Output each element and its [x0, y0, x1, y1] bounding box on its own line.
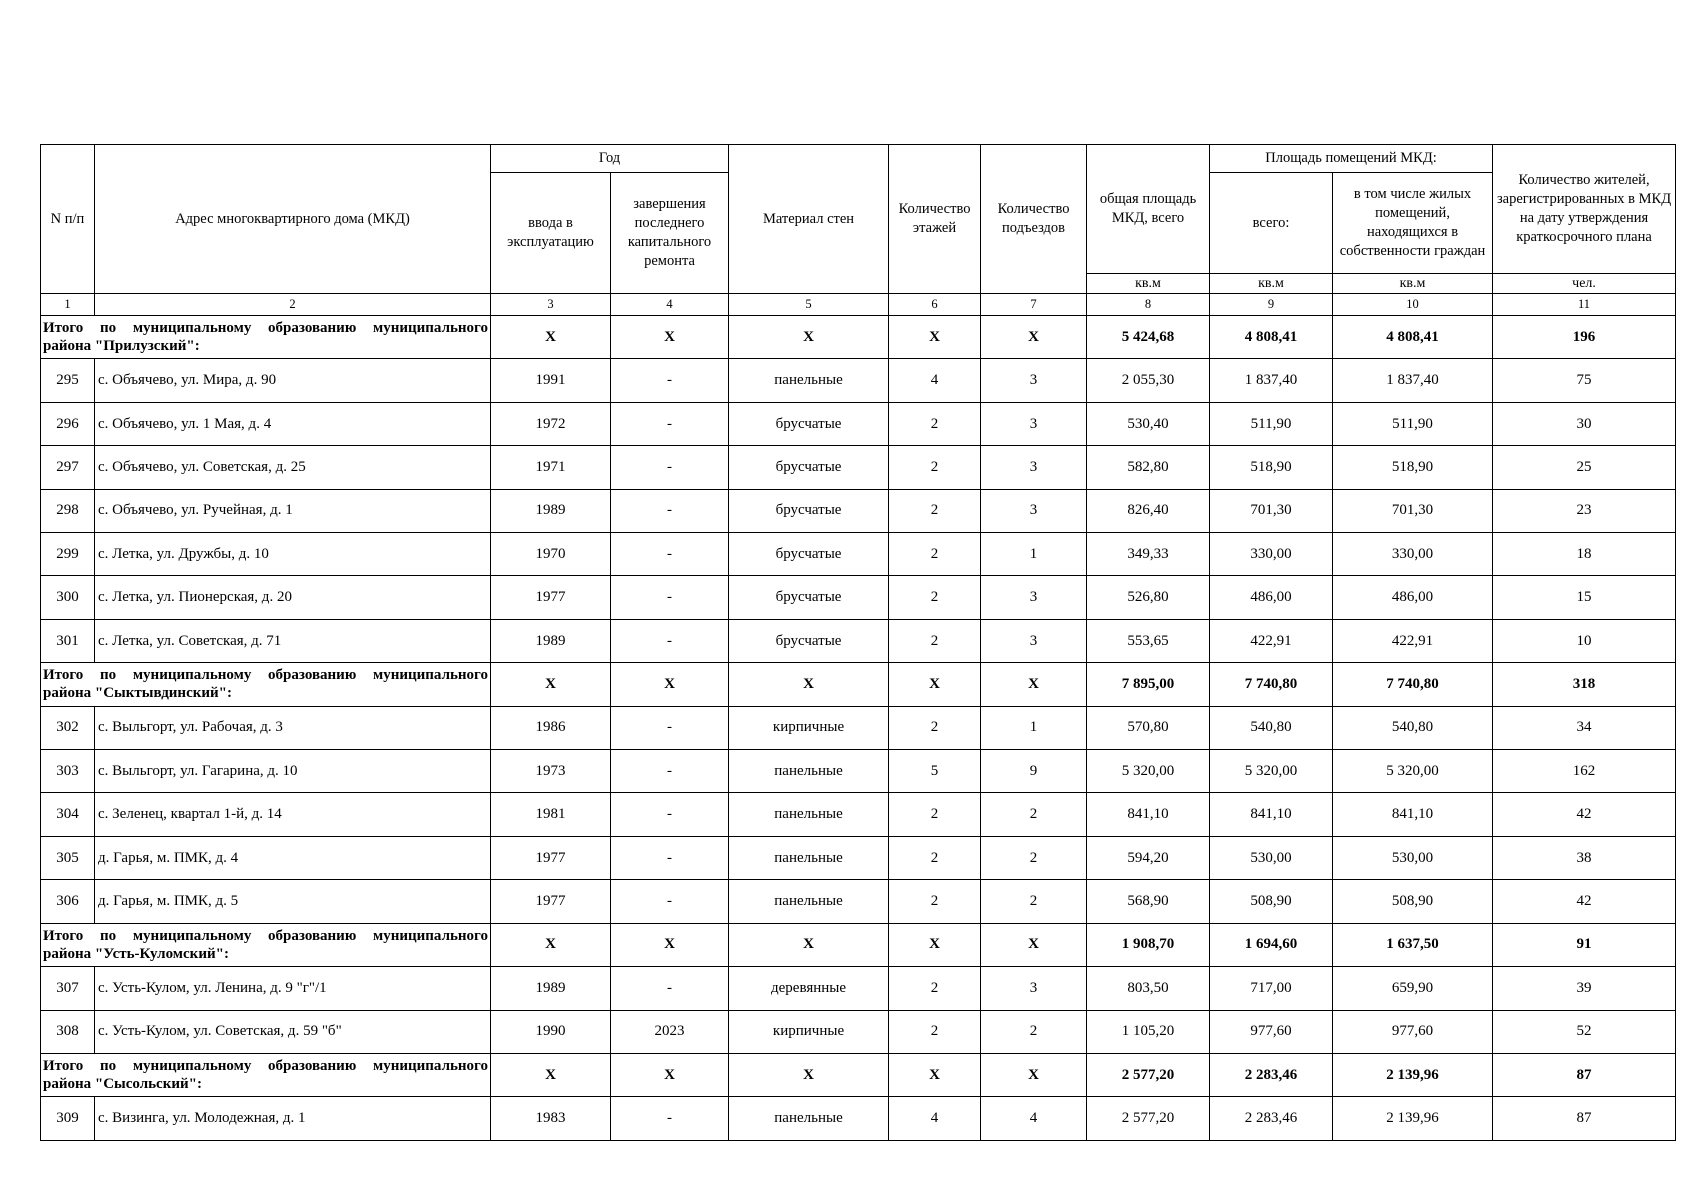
total-residents: 196 — [1493, 316, 1676, 359]
total-year-commission: X — [491, 316, 611, 359]
column-number: 3 — [491, 294, 611, 316]
total-label: Итого по муниципальному образованию муниципального района "Сысольский": — [41, 1053, 491, 1096]
row-total-area: 526,80 — [1087, 576, 1210, 619]
table-row — [41, 446, 1676, 489]
row-year-repair: - — [611, 359, 729, 402]
row-floors: 2 — [889, 533, 981, 576]
total-entrances: X — [981, 923, 1087, 966]
row-wall-material: брусчатые — [729, 489, 889, 532]
column-number: 10 — [1333, 294, 1493, 316]
total-wall-material: X — [729, 316, 889, 359]
row-floors: 2 — [889, 1010, 981, 1053]
row-area-private: 511,90 — [1333, 402, 1493, 445]
row-area-all: 511,90 — [1210, 402, 1333, 445]
row-total-area: 570,80 — [1087, 706, 1210, 749]
row-number: 307 — [41, 967, 95, 1010]
row-residents: 10 — [1493, 619, 1676, 662]
column-number: 9 — [1210, 294, 1333, 316]
row-residents: 23 — [1493, 489, 1676, 532]
total-floors: X — [889, 316, 981, 359]
total-floors: X — [889, 1053, 981, 1096]
row-floors: 2 — [889, 446, 981, 489]
row-number: 309 — [41, 1097, 95, 1141]
header-wall-material: Материал стен — [729, 145, 889, 294]
row-entrances: 3 — [981, 489, 1087, 532]
row-year-repair: - — [611, 967, 729, 1010]
header-num: N п/п — [41, 145, 95, 294]
total-wall-material: X — [729, 1053, 889, 1096]
total-residents: 318 — [1493, 663, 1676, 706]
row-number: 299 — [41, 533, 95, 576]
row-wall-material: панельные — [729, 1097, 889, 1141]
total-residents: 87 — [1493, 1053, 1676, 1096]
row-entrances: 3 — [981, 359, 1087, 402]
row-year-commission: 1990 — [491, 1010, 611, 1053]
row-number: 305 — [41, 836, 95, 879]
row-wall-material: деревянные — [729, 967, 889, 1010]
row-wall-material: панельные — [729, 836, 889, 879]
row-year-repair: - — [611, 446, 729, 489]
row-area-private: 518,90 — [1333, 446, 1493, 489]
column-number: 11 — [1493, 294, 1676, 316]
row-total-area: 5 320,00 — [1087, 750, 1210, 793]
row-residents: 34 — [1493, 706, 1676, 749]
row-year-repair: - — [611, 880, 729, 923]
row-residents: 38 — [1493, 836, 1676, 879]
total-entrances: X — [981, 663, 1087, 706]
row-year-commission: 1986 — [491, 706, 611, 749]
row-year-repair: 2023 — [611, 1010, 729, 1053]
row-floors: 4 — [889, 359, 981, 402]
row-year-commission: 1977 — [491, 836, 611, 879]
row-entrances: 9 — [981, 750, 1087, 793]
header-floors: Количество этажей — [889, 145, 981, 294]
row-area-all: 977,60 — [1210, 1010, 1333, 1053]
header-area-all: всего: — [1210, 173, 1333, 274]
district-total-row — [41, 316, 1676, 359]
row-wall-material: брусчатые — [729, 446, 889, 489]
row-wall-material: панельные — [729, 750, 889, 793]
total-residents: 91 — [1493, 923, 1676, 966]
row-floors: 2 — [889, 489, 981, 532]
row-address: с. Зеленец, квартал 1-й, д. 14 — [95, 793, 491, 836]
column-number: 6 — [889, 294, 981, 316]
row-number: 302 — [41, 706, 95, 749]
row-residents: 87 — [1493, 1097, 1676, 1141]
unit-total-area: кв.м — [1087, 274, 1210, 294]
total-year-commission: X — [491, 663, 611, 706]
total-year-repair: X — [611, 1053, 729, 1096]
row-address: с. Летка, ул. Пионерская, д. 20 — [95, 576, 491, 619]
table-row — [41, 750, 1676, 793]
table-row — [41, 576, 1676, 619]
total-area-private: 4 808,41 — [1333, 316, 1493, 359]
table-header — [41, 145, 1676, 316]
row-area-private: 540,80 — [1333, 706, 1493, 749]
table-body — [41, 316, 1676, 1141]
row-area-private: 2 139,96 — [1333, 1097, 1493, 1141]
row-floors: 4 — [889, 1097, 981, 1141]
row-area-all: 518,90 — [1210, 446, 1333, 489]
row-year-repair: - — [611, 750, 729, 793]
row-entrances: 3 — [981, 619, 1087, 662]
row-residents: 52 — [1493, 1010, 1676, 1053]
row-total-area: 582,80 — [1087, 446, 1210, 489]
row-residents: 75 — [1493, 359, 1676, 402]
table-row — [41, 1010, 1676, 1053]
row-total-area: 568,90 — [1087, 880, 1210, 923]
header-year-group: Год — [491, 145, 729, 173]
row-area-private: 508,90 — [1333, 880, 1493, 923]
row-wall-material: брусчатые — [729, 619, 889, 662]
total-area-all: 4 808,41 — [1210, 316, 1333, 359]
total-area-all: 7 740,80 — [1210, 663, 1333, 706]
row-entrances: 3 — [981, 402, 1087, 445]
row-area-private: 330,00 — [1333, 533, 1493, 576]
table-row — [41, 489, 1676, 532]
row-number: 304 — [41, 793, 95, 836]
header-address: Адрес многоквартирного дома (МКД) — [95, 145, 491, 294]
row-address: с. Объячево, ул. 1 Мая, д. 4 — [95, 402, 491, 445]
total-floors: X — [889, 663, 981, 706]
row-area-all: 1 837,40 — [1210, 359, 1333, 402]
row-address: с. Объячево, ул. Ручейная, д. 1 — [95, 489, 491, 532]
row-area-private: 5 320,00 — [1333, 750, 1493, 793]
row-area-all: 508,90 — [1210, 880, 1333, 923]
header-total-area: общая площадь МКД, всего — [1087, 145, 1210, 274]
row-address: с. Летка, ул. Советская, д. 71 — [95, 619, 491, 662]
row-wall-material: кирпичные — [729, 1010, 889, 1053]
row-year-commission: 1977 — [491, 880, 611, 923]
table-row — [41, 402, 1676, 445]
row-year-repair: - — [611, 706, 729, 749]
row-address: с. Летка, ул. Дружбы, д. 10 — [95, 533, 491, 576]
row-area-private: 701,30 — [1333, 489, 1493, 532]
row-year-repair: - — [611, 836, 729, 879]
row-entrances: 3 — [981, 967, 1087, 1010]
row-area-all: 701,30 — [1210, 489, 1333, 532]
column-number: 7 — [981, 294, 1087, 316]
row-entrances: 1 — [981, 706, 1087, 749]
row-residents: 18 — [1493, 533, 1676, 576]
row-wall-material: брусчатые — [729, 576, 889, 619]
column-number: 8 — [1087, 294, 1210, 316]
row-year-commission: 1989 — [491, 967, 611, 1010]
row-area-private: 486,00 — [1333, 576, 1493, 619]
row-entrances: 2 — [981, 1010, 1087, 1053]
table-row — [41, 836, 1676, 879]
row-residents: 15 — [1493, 576, 1676, 619]
row-total-area: 2 577,20 — [1087, 1097, 1210, 1141]
row-area-all: 530,00 — [1210, 836, 1333, 879]
header-entrances: Количество подъездов — [981, 145, 1087, 294]
total-area-private: 2 139,96 — [1333, 1053, 1493, 1096]
row-number: 301 — [41, 619, 95, 662]
row-year-commission: 1991 — [491, 359, 611, 402]
row-floors: 2 — [889, 576, 981, 619]
row-year-repair: - — [611, 533, 729, 576]
row-year-repair: - — [611, 793, 729, 836]
total-area: 7 895,00 — [1087, 663, 1210, 706]
total-area-all: 2 283,46 — [1210, 1053, 1333, 1096]
row-total-area: 2 055,30 — [1087, 359, 1210, 402]
row-year-repair: - — [611, 1097, 729, 1141]
row-wall-material: панельные — [729, 359, 889, 402]
row-floors: 2 — [889, 402, 981, 445]
district-total-row — [41, 1053, 1676, 1096]
row-total-area: 530,40 — [1087, 402, 1210, 445]
unit-residents: чел. — [1493, 274, 1676, 294]
row-entrances: 2 — [981, 880, 1087, 923]
unit-area-all: кв.м — [1210, 274, 1333, 294]
total-area-private: 7 740,80 — [1333, 663, 1493, 706]
table-row — [41, 706, 1676, 749]
table-row — [41, 1097, 1676, 1141]
row-year-commission: 1970 — [491, 533, 611, 576]
row-address: с. Выльгорт, ул. Гагарина, д. 10 — [95, 750, 491, 793]
row-address: с. Объячево, ул. Советская, д. 25 — [95, 446, 491, 489]
row-year-repair: - — [611, 619, 729, 662]
column-number: 5 — [729, 294, 889, 316]
row-number: 295 — [41, 359, 95, 402]
row-residents: 30 — [1493, 402, 1676, 445]
row-floors: 2 — [889, 793, 981, 836]
row-total-area: 841,10 — [1087, 793, 1210, 836]
row-area-private: 422,91 — [1333, 619, 1493, 662]
table-row — [41, 619, 1676, 662]
row-number: 297 — [41, 446, 95, 489]
row-address: д. Гарья, м. ПМК, д. 5 — [95, 880, 491, 923]
total-area: 5 424,68 — [1087, 316, 1210, 359]
row-wall-material: панельные — [729, 793, 889, 836]
header-area-private: в том числе жилых помещений, находящихся в собственности граждан — [1333, 173, 1493, 274]
column-number: 4 — [611, 294, 729, 316]
column-number: 2 — [95, 294, 491, 316]
row-number: 296 — [41, 402, 95, 445]
row-year-commission: 1983 — [491, 1097, 611, 1141]
row-entrances: 3 — [981, 576, 1087, 619]
row-total-area: 553,65 — [1087, 619, 1210, 662]
district-total-row — [41, 663, 1676, 706]
total-area: 2 577,20 — [1087, 1053, 1210, 1096]
row-area-private: 530,00 — [1333, 836, 1493, 879]
row-address: с. Выльгорт, ул. Рабочая, д. 3 — [95, 706, 491, 749]
table-row — [41, 793, 1676, 836]
row-address: с. Визинга, ул. Молодежная, д. 1 — [95, 1097, 491, 1141]
row-area-private: 659,90 — [1333, 967, 1493, 1010]
total-label: Итого по муниципальному образованию муниципального района "Прилузский": — [41, 316, 491, 359]
row-area-all: 5 320,00 — [1210, 750, 1333, 793]
row-year-commission: 1972 — [491, 402, 611, 445]
total-year-commission: X — [491, 1053, 611, 1096]
row-area-all: 330,00 — [1210, 533, 1333, 576]
row-year-commission: 1989 — [491, 489, 611, 532]
total-label: Итого по муниципальному образованию муниципального района "Усть-Куломский": — [41, 923, 491, 966]
row-entrances: 4 — [981, 1097, 1087, 1141]
total-area-private: 1 637,50 — [1333, 923, 1493, 966]
total-wall-material: X — [729, 923, 889, 966]
row-area-private: 841,10 — [1333, 793, 1493, 836]
row-area-private: 977,60 — [1333, 1010, 1493, 1053]
total-label: Итого по муниципальному образованию муниципального района "Сыктывдинский": — [41, 663, 491, 706]
total-year-commission: X — [491, 923, 611, 966]
row-floors: 2 — [889, 880, 981, 923]
total-area-all: 1 694,60 — [1210, 923, 1333, 966]
row-residents: 42 — [1493, 793, 1676, 836]
header-year-commission: ввода в эксплуатацию — [491, 173, 611, 294]
district-total-row — [41, 923, 1676, 966]
row-area-all: 422,91 — [1210, 619, 1333, 662]
total-floors: X — [889, 923, 981, 966]
housing-table — [40, 144, 1676, 1141]
header-year-repair: завершения последнего капитального ремонта — [611, 173, 729, 294]
row-entrances: 3 — [981, 446, 1087, 489]
row-year-commission: 1989 — [491, 619, 611, 662]
row-floors: 2 — [889, 706, 981, 749]
row-number: 306 — [41, 880, 95, 923]
table-row — [41, 359, 1676, 402]
row-year-repair: - — [611, 402, 729, 445]
row-area-all: 841,10 — [1210, 793, 1333, 836]
row-number: 303 — [41, 750, 95, 793]
row-total-area: 826,40 — [1087, 489, 1210, 532]
total-entrances: X — [981, 1053, 1087, 1096]
row-wall-material: брусчатые — [729, 533, 889, 576]
row-floors: 2 — [889, 836, 981, 879]
row-total-area: 1 105,20 — [1087, 1010, 1210, 1053]
row-floors: 2 — [889, 967, 981, 1010]
column-number: 1 — [41, 294, 95, 316]
row-residents: 42 — [1493, 880, 1676, 923]
row-address: с. Усть-Кулом, ул. Ленина, д. 9 "г"/1 — [95, 967, 491, 1010]
total-wall-material: X — [729, 663, 889, 706]
total-area: 1 908,70 — [1087, 923, 1210, 966]
row-floors: 2 — [889, 619, 981, 662]
table-row — [41, 967, 1676, 1010]
row-address: д. Гарья, м. ПМК, д. 4 — [95, 836, 491, 879]
row-total-area: 594,20 — [1087, 836, 1210, 879]
row-year-commission: 1981 — [491, 793, 611, 836]
row-area-all: 2 283,46 — [1210, 1097, 1333, 1141]
row-entrances: 2 — [981, 793, 1087, 836]
header-residents: Количество жителей, зарегистрированных в МКД на дату утверждения краткосрочного плана — [1493, 145, 1676, 274]
row-residents: 39 — [1493, 967, 1676, 1010]
header-area-group: Площадь помещений МКД: — [1210, 145, 1493, 173]
row-year-commission: 1973 — [491, 750, 611, 793]
row-address: с. Объячево, ул. Мира, д. 90 — [95, 359, 491, 402]
row-entrances: 1 — [981, 533, 1087, 576]
row-wall-material: панельные — [729, 880, 889, 923]
row-floors: 5 — [889, 750, 981, 793]
row-year-commission: 1971 — [491, 446, 611, 489]
row-area-all: 486,00 — [1210, 576, 1333, 619]
row-year-repair: - — [611, 489, 729, 532]
row-total-area: 803,50 — [1087, 967, 1210, 1010]
row-wall-material: брусчатые — [729, 402, 889, 445]
row-area-all: 540,80 — [1210, 706, 1333, 749]
row-number: 300 — [41, 576, 95, 619]
total-entrances: X — [981, 316, 1087, 359]
row-residents: 25 — [1493, 446, 1676, 489]
row-area-private: 1 837,40 — [1333, 359, 1493, 402]
total-year-repair: X — [611, 923, 729, 966]
row-entrances: 2 — [981, 836, 1087, 879]
table-row — [41, 533, 1676, 576]
row-residents: 162 — [1493, 750, 1676, 793]
row-address: с. Усть-Кулом, ул. Советская, д. 59 "б" — [95, 1010, 491, 1053]
row-area-all: 717,00 — [1210, 967, 1333, 1010]
row-total-area: 349,33 — [1087, 533, 1210, 576]
table-row — [41, 880, 1676, 923]
row-number: 298 — [41, 489, 95, 532]
total-year-repair: X — [611, 663, 729, 706]
unit-area-private: кв.м — [1333, 274, 1493, 294]
row-year-commission: 1977 — [491, 576, 611, 619]
row-number: 308 — [41, 1010, 95, 1053]
row-wall-material: кирпичные — [729, 706, 889, 749]
row-year-repair: - — [611, 576, 729, 619]
total-year-repair: X — [611, 316, 729, 359]
